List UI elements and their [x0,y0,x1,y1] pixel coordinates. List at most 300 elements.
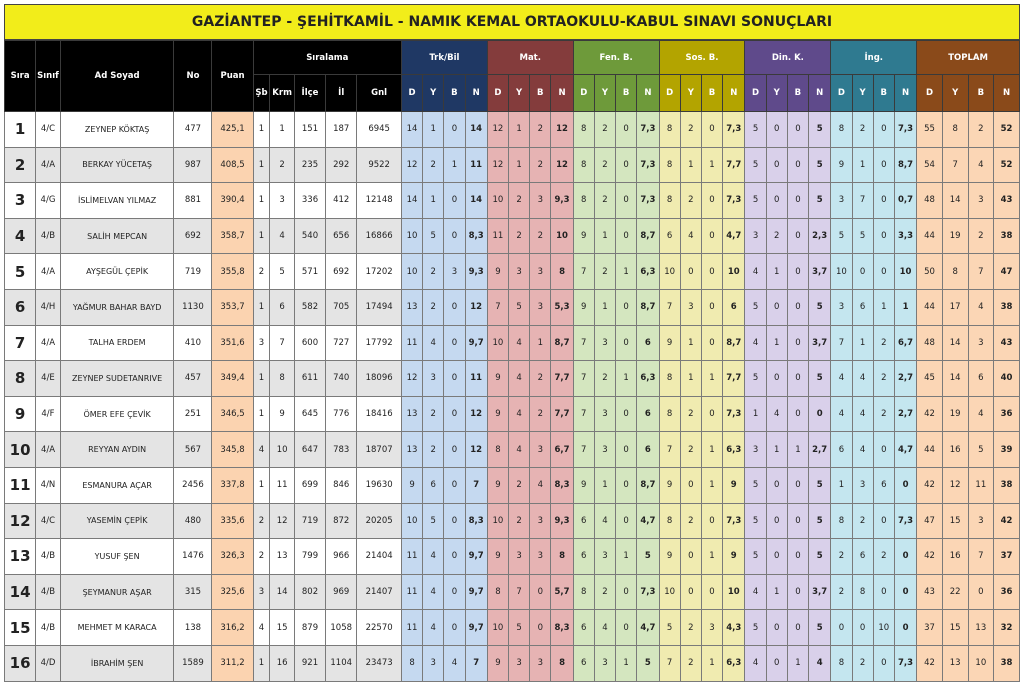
row-toplam-y: 7 [942,147,968,183]
header-ing-n: N [894,75,916,112]
row-trk-n: 12 [465,289,487,325]
row-sb: 3 [253,574,270,610]
row-toplam-b: 11 [968,467,994,503]
row-ing-n: 10 [894,254,916,290]
row-sinif: 4/G [36,183,61,219]
row-toplam-d: 44 [917,432,943,468]
row-mat-b: 3 [530,432,551,468]
header-toplam-d: D [917,75,943,112]
row-fen-b: 1 [616,361,637,397]
row-sb: 3 [253,325,270,361]
row-toplam-n: 38 [994,645,1020,681]
row-sira: 12 [5,503,36,539]
row-toplam-b: 2 [968,112,994,148]
row-din-n: 5 [809,183,831,219]
row-mat-d: 9 [487,539,508,575]
header-siralama: Sıralama [253,41,401,75]
row-trk-d: 13 [401,289,422,325]
row-ing-b: 2 [873,539,894,575]
row-puan: 351,6 [212,325,253,361]
row-il: 740 [326,361,357,397]
row-trk-d: 11 [401,610,422,646]
row-trk-b: 0 [444,396,465,432]
row-sinif: 4/C [36,112,61,148]
row-ing-y: 2 [852,112,873,148]
row-toplam-y: 15 [942,503,968,539]
row-trk-d: 14 [401,183,422,219]
row-il: 783 [326,432,357,468]
row-din-b: 0 [787,254,808,290]
header-mat-n: N [551,75,573,112]
row-din-y: 4 [766,396,787,432]
row-ing-d: 8 [831,503,852,539]
row-toplam-b: 2 [968,218,994,254]
row-no: 480 [174,503,212,539]
row-fen-b: 0 [616,574,637,610]
row-mat-n: 8 [551,254,573,290]
row-din-b: 0 [787,574,808,610]
row-trk-d: 11 [401,539,422,575]
row-puan: 346,5 [212,396,253,432]
row-fen-d: 7 [573,361,594,397]
row-trk-n: 12 [465,432,487,468]
row-din-n: 3,7 [809,325,831,361]
header-din-b: B [787,75,808,112]
row-gnl: 23473 [357,645,402,681]
row-ing-y: 4 [852,432,873,468]
row-sb: 1 [253,112,270,148]
row-din-b: 0 [787,396,808,432]
row-ad-soyad: İSLİMELVAN YILMAZ [60,183,174,219]
row-trk-b: 0 [444,574,465,610]
row-din-y: 0 [766,183,787,219]
row-mat-y: 7 [509,574,530,610]
header-ing-b: B [873,75,894,112]
row-ing-d: 10 [831,254,852,290]
row-fen-b: 1 [616,254,637,290]
row-fen-b: 0 [616,183,637,219]
row-mat-y: 4 [509,361,530,397]
row-sos-n: 7,3 [723,503,745,539]
row-sos-n: 7,7 [723,361,745,397]
header-ing-y: Y [852,75,873,112]
row-toplam-d: 42 [917,539,943,575]
header-fen-b: B [616,75,637,112]
header-krm: Krm [270,75,295,112]
header-din-d: D [745,75,766,112]
header-subject-mat: Mat. [487,41,573,75]
table-row [5,218,1020,254]
row-ing-n: 2,7 [894,361,916,397]
row-sinif: 4/C [36,503,61,539]
row-din-b: 0 [787,467,808,503]
row-mat-y: 2 [509,218,530,254]
row-gnl: 16866 [357,218,402,254]
row-fen-d: 6 [573,503,594,539]
row-trk-b: 0 [444,112,465,148]
row-toplam-n: 36 [994,396,1020,432]
row-mat-b: 2 [530,112,551,148]
row-toplam-d: 54 [917,147,943,183]
row-fen-d: 6 [573,645,594,681]
row-din-n: 5 [809,467,831,503]
row-krm: 10 [270,432,295,468]
row-toplam-d: 42 [917,467,943,503]
page-title: GAZİANTEP - ŞEHİTKAMİL - NAMIK KEMAL ORTAOKULU-KABUL SINAVI SONUÇLARI [4,4,1020,40]
row-sos-n: 7,3 [723,396,745,432]
row-toplam-b: 10 [968,645,994,681]
row-no: 567 [174,432,212,468]
row-ad-soyad: ZEYNEP KÖKTAŞ [60,112,174,148]
row-mat-d: 9 [487,254,508,290]
row-sos-d: 10 [659,574,680,610]
row-ilce: 645 [294,396,325,432]
row-trk-b: 0 [444,183,465,219]
row-sos-d: 7 [659,289,680,325]
row-krm: 2 [270,147,295,183]
table-row [5,147,1020,183]
row-toplam-n: 43 [994,183,1020,219]
row-fen-d: 9 [573,467,594,503]
row-trk-b: 0 [444,503,465,539]
row-ing-n: 0 [894,610,916,646]
row-no: 251 [174,396,212,432]
row-fen-n: 8,7 [637,467,659,503]
row-il: 966 [326,539,357,575]
row-gnl: 6945 [357,112,402,148]
row-trk-y: 1 [423,112,444,148]
row-ing-y: 3 [852,467,873,503]
row-no: 1130 [174,289,212,325]
row-sos-b: 0 [701,574,722,610]
row-ilce: 151 [294,112,325,148]
row-trk-y: 2 [423,254,444,290]
row-fen-b: 0 [616,112,637,148]
row-din-y: 1 [766,254,787,290]
row-din-y: 0 [766,539,787,575]
row-ing-b: 2 [873,361,894,397]
row-din-b: 0 [787,183,808,219]
row-sinif: 4/E [36,361,61,397]
row-din-y: 0 [766,147,787,183]
row-fen-y: 2 [594,361,615,397]
row-sos-b: 0 [701,112,722,148]
row-toplam-y: 14 [942,183,968,219]
header-subject-sos: Sos. B. [659,41,745,75]
row-fen-y: 4 [594,503,615,539]
row-trk-b: 4 [444,645,465,681]
row-trk-n: 11 [465,361,487,397]
row-ing-n: 0 [894,539,916,575]
row-fen-n: 6 [637,396,659,432]
row-gnl: 20205 [357,503,402,539]
row-ing-y: 5 [852,218,873,254]
row-fen-n: 6 [637,432,659,468]
row-toplam-b: 4 [968,147,994,183]
row-din-y: 0 [766,503,787,539]
row-toplam-n: 39 [994,432,1020,468]
row-sinif: 4/N [36,467,61,503]
row-sinif: 4/B [36,218,61,254]
row-krm: 5 [270,254,295,290]
row-ing-d: 7 [831,325,852,361]
header-sira: Sıra [5,41,36,112]
row-sos-b: 0 [701,503,722,539]
row-fen-y: 2 [594,574,615,610]
row-no: 477 [174,112,212,148]
row-trk-y: 3 [423,361,444,397]
row-ing-n: 2,7 [894,396,916,432]
row-ad-soyad: MEHMET M KARACA [60,610,174,646]
row-ad-soyad: YAĞMUR BAHAR BAYD [60,289,174,325]
row-fen-b: 0 [616,503,637,539]
row-trk-n: 9,7 [465,574,487,610]
row-din-d: 3 [745,432,766,468]
row-ing-y: 8 [852,574,873,610]
header-toplam-n: N [994,75,1020,112]
row-toplam-d: 44 [917,289,943,325]
header-gnl: Gnl [357,75,402,112]
row-mat-b: 3 [530,645,551,681]
row-mat-b: 4 [530,467,551,503]
row-il: 1058 [326,610,357,646]
row-toplam-y: 19 [942,218,968,254]
row-krm: 14 [270,574,295,610]
row-trk-y: 2 [423,396,444,432]
row-sinif: 4/H [36,289,61,325]
row-sos-b: 0 [701,254,722,290]
row-trk-y: 5 [423,503,444,539]
row-trk-d: 13 [401,432,422,468]
row-trk-y: 1 [423,183,444,219]
row-mat-n: 5,7 [551,574,573,610]
row-krm: 3 [270,183,295,219]
row-mat-n: 8 [551,539,573,575]
row-fen-n: 7,3 [637,183,659,219]
row-din-n: 5 [809,539,831,575]
row-trk-b: 1 [444,147,465,183]
row-sira: 15 [5,610,36,646]
row-fen-n: 4,7 [637,503,659,539]
row-din-d: 5 [745,361,766,397]
row-no: 719 [174,254,212,290]
row-trk-n: 9,7 [465,610,487,646]
row-sos-d: 9 [659,325,680,361]
row-krm: 7 [270,325,295,361]
row-ilce: 336 [294,183,325,219]
row-ing-d: 3 [831,289,852,325]
row-toplam-n: 38 [994,467,1020,503]
row-ing-n: 0,7 [894,183,916,219]
row-puan: 355,8 [212,254,253,290]
row-mat-d: 11 [487,218,508,254]
row-ing-b: 2 [873,325,894,361]
row-trk-n: 7 [465,467,487,503]
row-sira: 8 [5,361,36,397]
row-sos-n: 4,3 [723,610,745,646]
row-sinif: 4/A [36,325,61,361]
row-sos-y: 2 [680,610,701,646]
table-row [5,396,1020,432]
row-ing-b: 0 [873,645,894,681]
header-subject-toplam: TOPLAM [917,41,1020,75]
row-ad-soyad: TALHA ERDEM [60,325,174,361]
row-ing-b: 0 [873,254,894,290]
row-ing-y: 0 [852,254,873,290]
row-sira: 2 [5,147,36,183]
row-mat-y: 3 [509,645,530,681]
row-fen-y: 3 [594,432,615,468]
row-puan: 335,6 [212,503,253,539]
row-toplam-d: 43 [917,574,943,610]
row-gnl: 17792 [357,325,402,361]
row-toplam-b: 13 [968,610,994,646]
row-mat-y: 3 [509,539,530,575]
row-toplam-y: 19 [942,396,968,432]
row-trk-d: 11 [401,574,422,610]
row-trk-n: 8,3 [465,218,487,254]
row-mat-n: 7,7 [551,361,573,397]
row-din-b: 1 [787,432,808,468]
row-din-n: 5 [809,289,831,325]
row-ing-n: 7,3 [894,503,916,539]
row-fen-y: 1 [594,289,615,325]
row-fen-d: 7 [573,432,594,468]
row-fen-b: 0 [616,610,637,646]
row-no: 410 [174,325,212,361]
row-sos-n: 7,3 [723,112,745,148]
table-row [5,645,1020,681]
row-sos-d: 8 [659,361,680,397]
header-din-y: Y [766,75,787,112]
row-din-n: 2,3 [809,218,831,254]
row-il: 776 [326,396,357,432]
row-puan: 358,7 [212,218,253,254]
header-sb: Şb [253,75,270,112]
row-krm: 6 [270,289,295,325]
row-din-d: 4 [745,325,766,361]
row-ing-d: 2 [831,574,852,610]
row-sb: 1 [253,645,270,681]
row-trk-b: 0 [444,218,465,254]
row-mat-n: 7,7 [551,396,573,432]
table-row [5,539,1020,575]
row-din-b: 0 [787,503,808,539]
row-sira: 1 [5,112,36,148]
row-fen-d: 8 [573,574,594,610]
row-sira: 6 [5,289,36,325]
row-toplam-n: 52 [994,147,1020,183]
row-fen-d: 9 [573,289,594,325]
row-ing-n: 7,3 [894,112,916,148]
row-ing-b: 0 [873,183,894,219]
row-fen-n: 7,3 [637,112,659,148]
row-ing-y: 6 [852,539,873,575]
row-sb: 1 [253,147,270,183]
row-trk-n: 11 [465,147,487,183]
row-sos-y: 0 [680,539,701,575]
table-row [5,254,1020,290]
row-puan: 349,4 [212,361,253,397]
row-mat-y: 3 [509,254,530,290]
row-toplam-n: 38 [994,218,1020,254]
row-mat-b: 3 [530,289,551,325]
row-fen-y: 1 [594,218,615,254]
row-din-n: 5 [809,361,831,397]
row-trk-d: 11 [401,325,422,361]
row-mat-y: 5 [509,289,530,325]
row-sb: 1 [253,467,270,503]
row-gnl: 18416 [357,396,402,432]
row-din-b: 0 [787,147,808,183]
row-trk-d: 9 [401,467,422,503]
row-ilce: 802 [294,574,325,610]
header-mat-b: B [530,75,551,112]
row-krm: 15 [270,610,295,646]
header-ilce: İlçe [294,75,325,112]
row-mat-b: 3 [530,503,551,539]
row-il: 846 [326,467,357,503]
row-fen-n: 5 [637,539,659,575]
row-ing-d: 0 [831,610,852,646]
row-trk-d: 12 [401,147,422,183]
row-sos-b: 3 [701,610,722,646]
row-ing-b: 0 [873,147,894,183]
header-il: İl [326,75,357,112]
row-toplam-b: 6 [968,361,994,397]
row-sira: 3 [5,183,36,219]
row-toplam-d: 44 [917,218,943,254]
row-din-b: 0 [787,289,808,325]
header-trk-b: B [444,75,465,112]
header-mat-y: Y [509,75,530,112]
row-mat-b: 2 [530,218,551,254]
row-il: 872 [326,503,357,539]
row-sb: 1 [253,289,270,325]
row-din-b: 0 [787,325,808,361]
header-sos-d: D [659,75,680,112]
row-sos-d: 6 [659,218,680,254]
row-ing-b: 10 [873,610,894,646]
row-din-n: 5 [809,503,831,539]
row-toplam-d: 55 [917,112,943,148]
row-toplam-y: 8 [942,112,968,148]
row-fen-y: 2 [594,112,615,148]
row-sinif: 4/A [36,254,61,290]
row-sira: 7 [5,325,36,361]
row-din-n: 4 [809,645,831,681]
row-trk-b: 0 [444,432,465,468]
row-ing-y: 4 [852,361,873,397]
row-sos-d: 7 [659,645,680,681]
row-ing-b: 0 [873,218,894,254]
row-puan: 316,2 [212,610,253,646]
row-trk-y: 4 [423,325,444,361]
row-fen-b: 0 [616,289,637,325]
header-fen-d: D [573,75,594,112]
row-trk-b: 0 [444,325,465,361]
row-din-y: 0 [766,289,787,325]
row-ilce: 921 [294,645,325,681]
header-subject-ing: İng. [831,41,917,75]
row-ilce: 571 [294,254,325,290]
row-din-y: 0 [766,112,787,148]
row-sos-y: 3 [680,289,701,325]
row-sos-y: 2 [680,183,701,219]
row-fen-b: 0 [616,218,637,254]
row-il: 705 [326,289,357,325]
row-puan: 425,1 [212,112,253,148]
